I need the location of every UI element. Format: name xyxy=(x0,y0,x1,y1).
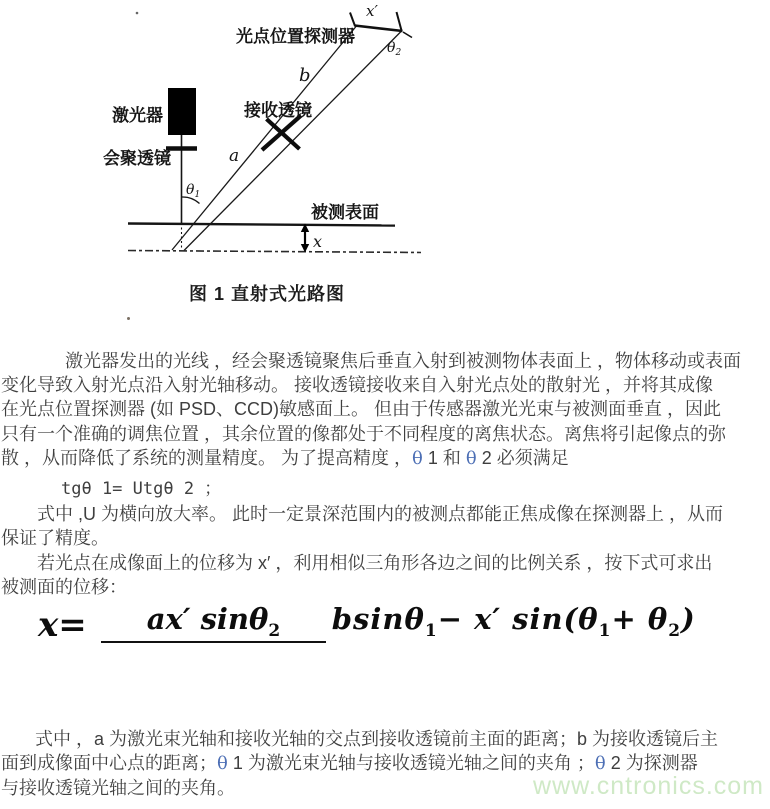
x-displacement-label: x xyxy=(313,232,323,251)
formula-denominator: bsinθ$_1$− x′ $\sin(\theta_1+ \theta_2)$ xyxy=(331,602,696,641)
paragraph-3 xyxy=(1,551,769,599)
detector-tick-right xyxy=(397,12,402,31)
receiving-lens-label: 接收透镜 xyxy=(244,101,312,120)
displacement-formula xyxy=(38,601,696,649)
surface-line xyxy=(128,224,395,226)
scan-speck xyxy=(136,12,139,15)
paragraph-line: 散 ，从而降低了系统的测量精度。 为了提高精度 ，θ 1 和 θ 2 必须满足 xyxy=(1,447,569,469)
paragraph-1 xyxy=(1,349,769,471)
paragraph-line: 若光点在成像面上的位移为 x′ ，利用相似三角形各边之间的比例关系 ，按下式可求出 xyxy=(37,553,713,573)
laser-label: 激光器 xyxy=(112,106,163,125)
paragraph-line: 式中 ，a 为激光束光轴和接收光轴的交点到接收透镜前主面的距离；b 为接收透镜后主 xyxy=(35,729,719,749)
a-label: a xyxy=(229,146,240,166)
paragraph-line: 只有一个准确的调焦位置 ，其余位置的像都处于不同程度的离焦状态。离焦将引起像点的弥 xyxy=(1,423,726,444)
b-label: b xyxy=(299,65,311,86)
paragraph-line: 在光点位置探测器 (如 PSD、CCD)敏感面上。 但由于传感器激光光束与被测面垂直 ，因此 xyxy=(1,399,721,420)
watermark-text: www.cntronics.com xyxy=(533,772,764,800)
paragraph-line: 与接收透镜光轴之间的夹角。 xyxy=(1,778,235,799)
paragraph-line: 变化导致入射光点沿入射光轴移动。 接收透镜接收来自入射光点处的散射光 ，并将其成像 xyxy=(1,375,713,396)
x-prime-label: x′ xyxy=(366,2,378,20)
paragraph-line: 式中 ,U 为横向放大率。 此时一定景深范围内的被测点都能正焦成像在探测器上 ，从而 xyxy=(37,504,724,524)
formula-fraction xyxy=(101,601,696,649)
paragraph-line: 被测面的位移： xyxy=(1,577,127,598)
paragraph-line: 保证了精度。 xyxy=(1,528,109,549)
paragraph-line: 面到成像面中心点的距离；θ 1 为激光束光轴与接收透镜光轴之间的夹角 ；θ 2 为探测器 xyxy=(1,753,698,775)
paragraph-2 xyxy=(1,502,769,550)
formula-lhs: x= xyxy=(38,604,87,645)
converging-lens-label: 会聚透镜 xyxy=(103,149,171,168)
detector-bar xyxy=(355,26,403,32)
laser-body xyxy=(168,88,196,135)
equation-line: tgθ 1= Utgθ 2 ； xyxy=(61,479,222,499)
paragraph-line: 激光器发出的光线 ，经会聚透镜聚焦后垂直入射到被测物体表面上 ，物体移动或表面 xyxy=(65,351,741,371)
theta1-label: $\theta_1$ xyxy=(186,182,201,200)
displaced-surface-dashed xyxy=(128,251,421,253)
detector-label: 光点位置探测器 xyxy=(236,27,355,46)
figure-caption: 图 1 直射式光路图 xyxy=(189,284,346,304)
theta2-label: $\theta_2$ xyxy=(387,40,402,58)
surface-label: 被测表面 xyxy=(311,203,379,222)
detector-foot xyxy=(403,32,412,38)
scan-speck xyxy=(127,317,130,320)
formula-numerator: ax′ sinθ$_2$ xyxy=(101,602,326,643)
detector-tick-left xyxy=(350,13,355,27)
inline-equation xyxy=(1,477,769,501)
